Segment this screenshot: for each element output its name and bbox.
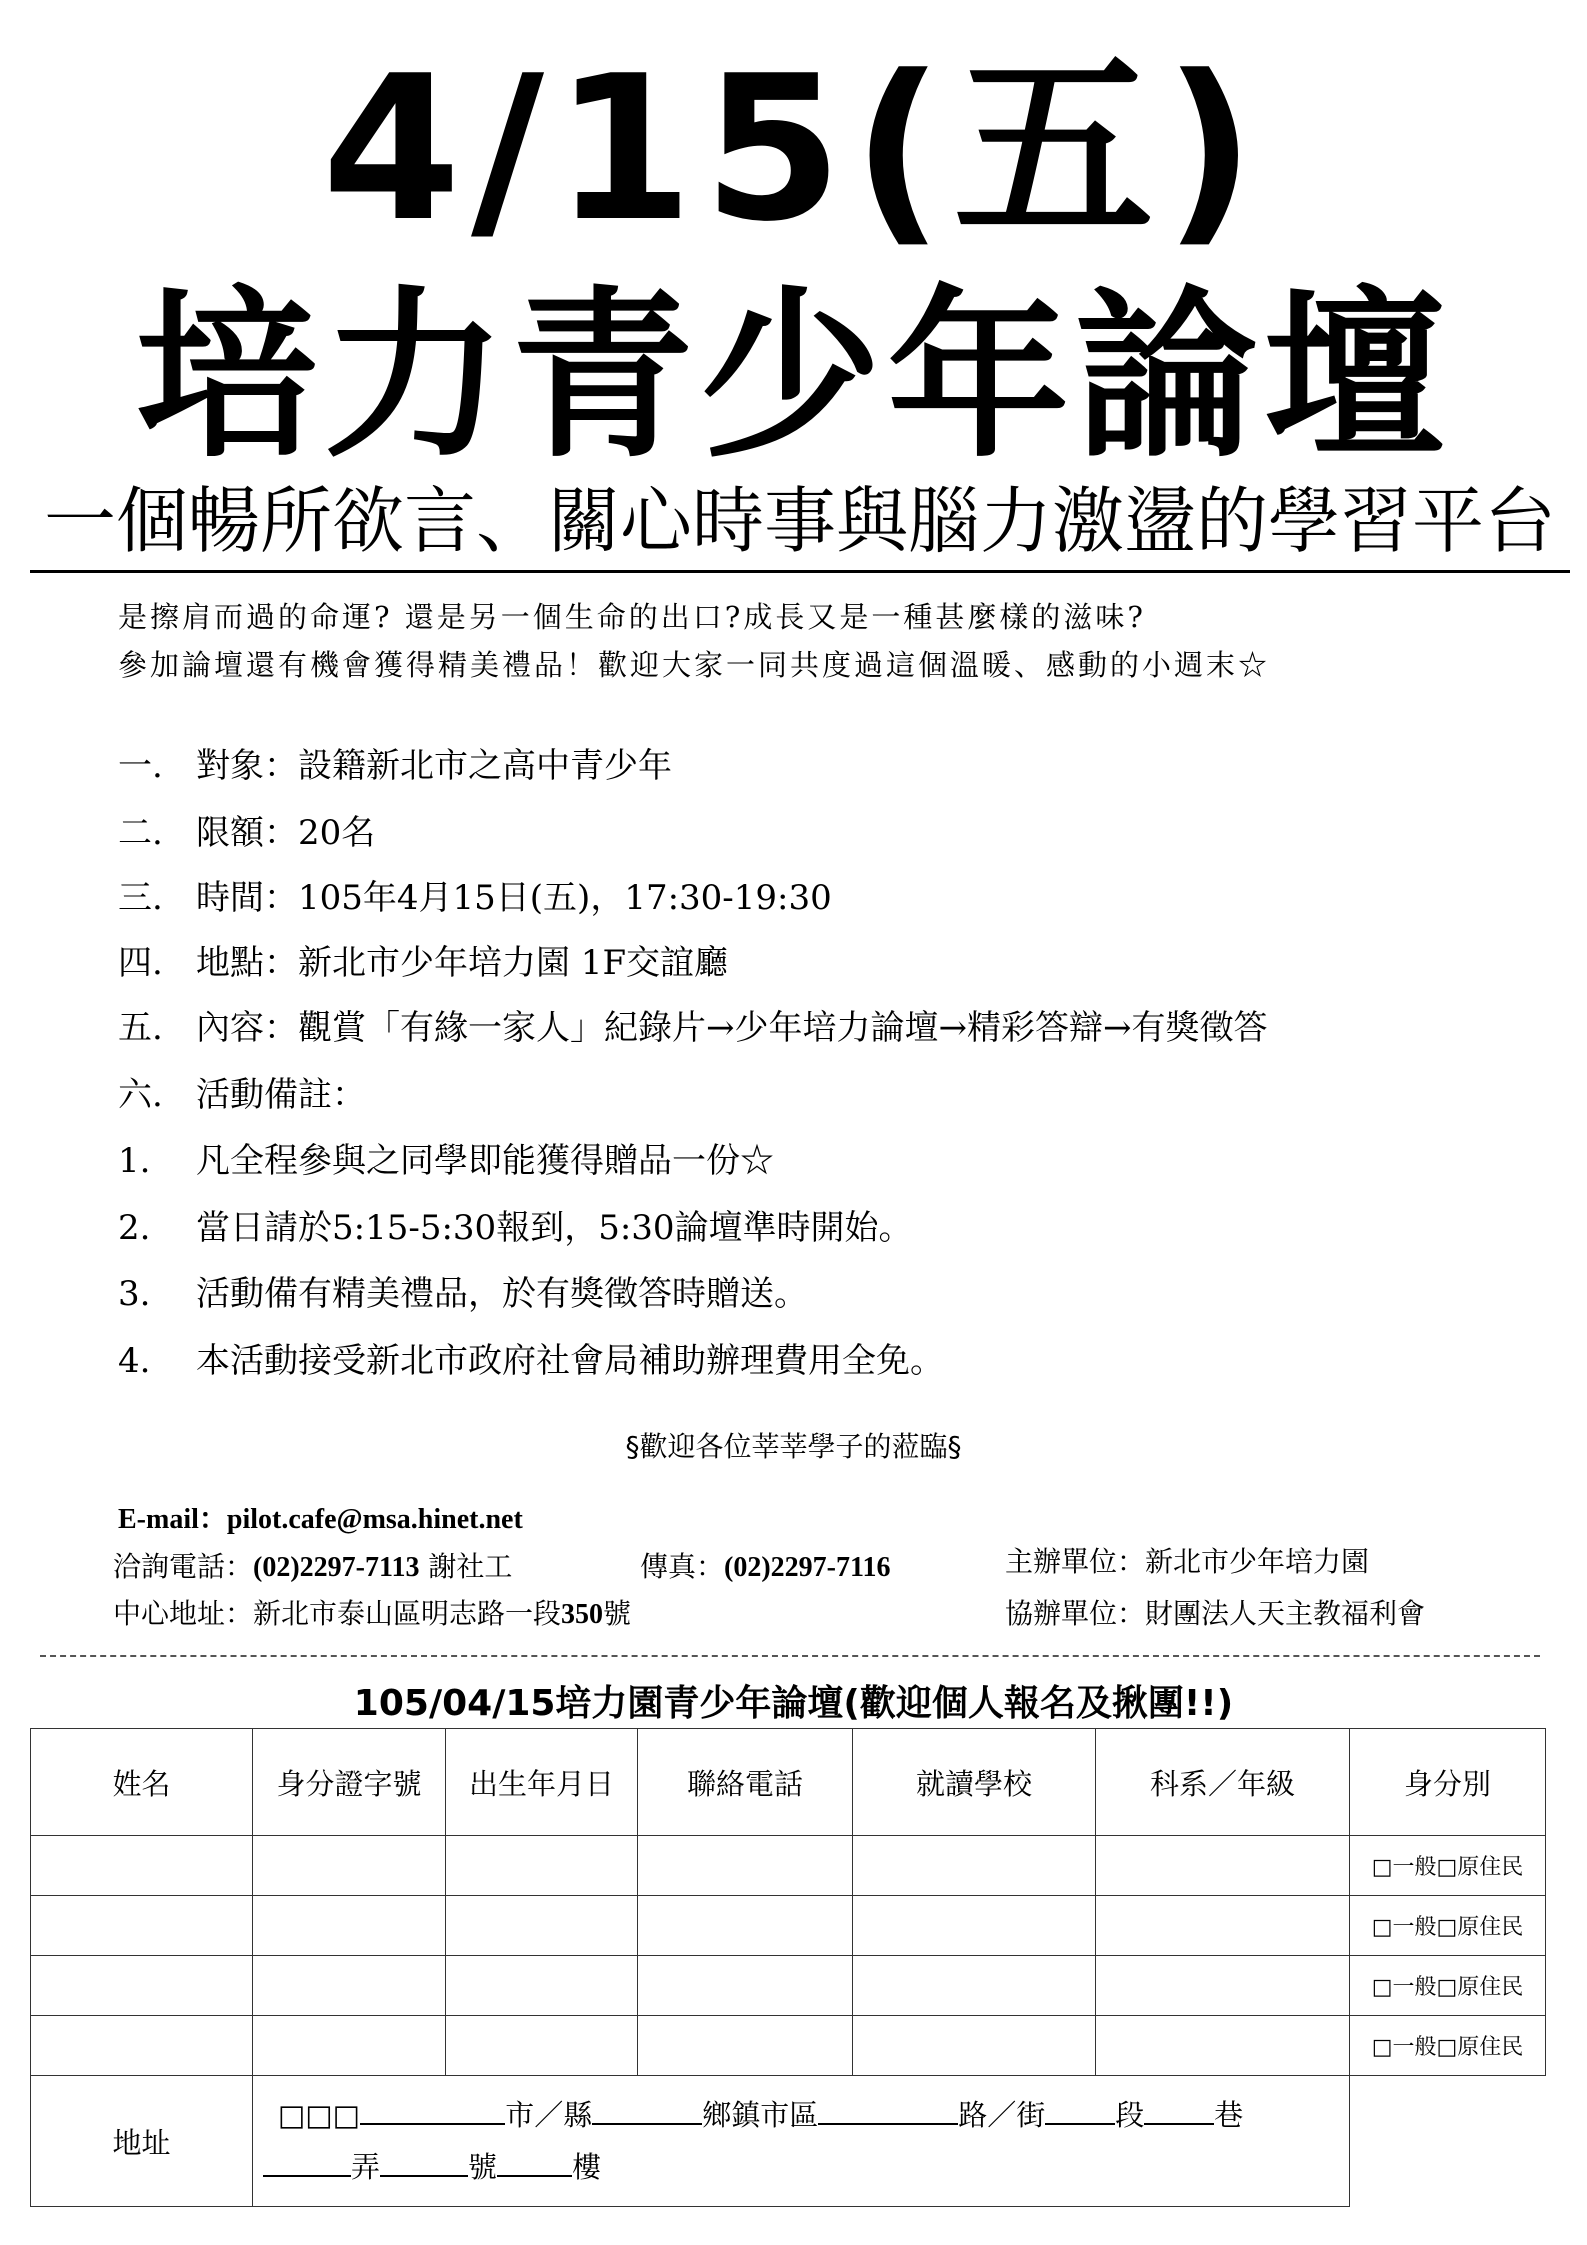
id-cell[interactable] — [253, 1836, 446, 1896]
district-blank[interactable] — [592, 2095, 702, 2125]
address-label-cell: 地址 — [31, 2076, 253, 2207]
address-suffix: 號 — [603, 1597, 632, 1630]
table-row — [31, 2016, 1546, 2076]
list-item-number: 二. — [118, 813, 163, 853]
table-row — [31, 1896, 1546, 1956]
list-item — [118, 1133, 774, 1182]
phone-cell[interactable] — [638, 2016, 853, 2076]
list-item — [118, 1333, 944, 1382]
co-organizer: 協辦單位：財團法人天主教福利會 — [1005, 1597, 1426, 1630]
number-blank[interactable] — [380, 2147, 468, 2177]
list-item — [118, 870, 832, 919]
section-blank[interactable] — [1045, 2095, 1115, 2125]
list-item — [118, 805, 375, 854]
identity-checkbox[interactable]: □一般□原住民 — [1350, 2016, 1546, 2076]
list-item-number: 4. — [118, 1341, 151, 1381]
list-item-text: 對象：設籍新北市之高中青少年 — [196, 746, 672, 786]
list-item-text: 活動備有精美禮品，於有獎徵答時贈送。 — [196, 1274, 808, 1314]
phone-person: 謝社工 — [428, 1550, 513, 1583]
name-cell[interactable] — [31, 1896, 253, 1956]
fax-number: (02)2297-7116 — [724, 1552, 891, 1583]
list-item-text: 本活動接受新北市政府社會局補助辦理費用全免。 — [196, 1341, 944, 1381]
subtitle-underline — [30, 570, 1570, 573]
contact-fax — [640, 1545, 890, 1585]
list-item-text: 時間：105年4月15日(五)，17:30-19:30 — [196, 878, 832, 918]
list-item-text: 地點：新北市少年培力園 1F交誼廳 — [196, 943, 729, 983]
id-cell[interactable] — [253, 1896, 446, 1956]
phone-cell[interactable] — [638, 1896, 853, 1956]
school-cell[interactable] — [853, 2016, 1096, 2076]
lane-label: 巷 — [1214, 2098, 1244, 2132]
list-item-text: 活動備註： — [196, 1075, 366, 1115]
form-title: 105/04/15培力園青少年論壇(歡迎個人報名及揪團!!) — [353, 1683, 1234, 1724]
name-cell[interactable] — [31, 1836, 253, 1896]
identity-checkbox[interactable]: □一般□原住民 — [1350, 1896, 1546, 1956]
list-item-number: 一. — [118, 746, 163, 786]
table-header-row — [31, 1729, 1546, 1836]
number-label: 號 — [468, 2150, 498, 2184]
header-department-grade: 科系／年級 — [1096, 1729, 1350, 1836]
alley-blank[interactable] — [263, 2147, 351, 2177]
school-cell[interactable] — [853, 1836, 1096, 1896]
list-item — [118, 1067, 366, 1116]
list-item — [118, 1266, 808, 1315]
section-label: 段 — [1115, 2098, 1145, 2132]
department-cell[interactable] — [1096, 1836, 1350, 1896]
city-label: 市／縣 — [505, 2098, 593, 2132]
intro-line-1: 是擦肩而過的命運? 還是另一個生命的出口?成長又是一種甚麼樣的滋味? — [118, 600, 1146, 634]
birthdate-cell[interactable] — [446, 2016, 638, 2076]
list-item — [118, 1000, 1267, 1049]
birthdate-cell[interactable] — [446, 1836, 638, 1896]
id-cell[interactable] — [253, 1956, 446, 2016]
list-item-number: 1. — [118, 1141, 151, 1181]
header-birthdate: 出生年月日 — [446, 1729, 638, 1836]
header-name: 姓名 — [31, 1729, 253, 1836]
list-item-number: 2. — [118, 1208, 151, 1248]
name-cell[interactable] — [31, 1956, 253, 2016]
identity-checkbox[interactable]: □一般□原住民 — [1350, 1956, 1546, 2016]
alley-label: 弄 — [351, 2150, 381, 2184]
registration-table — [30, 1728, 1546, 2207]
address-field[interactable] — [253, 2076, 1350, 2207]
fax-label: 傳真： — [640, 1550, 725, 1583]
phone-cell[interactable] — [638, 1956, 853, 2016]
list-item — [118, 738, 672, 787]
department-cell[interactable] — [1096, 1956, 1350, 2016]
title-date: 4/15(五) — [321, 33, 1266, 266]
school-cell[interactable] — [853, 1956, 1096, 2016]
district-label: 鄉鎮市區 — [702, 2098, 819, 2132]
postal-code-boxes[interactable]: □□□ — [278, 2098, 361, 2132]
id-cell[interactable] — [253, 2016, 446, 2076]
header-school: 就讀學校 — [853, 1729, 1096, 1836]
empty-cell — [1350, 2076, 1546, 2207]
list-item-text: 凡全程參與之同學即能獲得贈品一份☆ — [196, 1141, 774, 1181]
list-item-number: 六. — [118, 1075, 163, 1115]
school-cell[interactable] — [853, 1896, 1096, 1956]
email-text: E-mail：pilot.cafe@msa.hinet.net — [118, 1504, 523, 1535]
table-row — [31, 1836, 1546, 1896]
birthdate-cell[interactable] — [446, 1956, 638, 2016]
contact-phone — [113, 1545, 512, 1585]
lane-blank[interactable] — [1144, 2095, 1214, 2125]
list-item-number: 三. — [118, 878, 163, 918]
table-row — [31, 1956, 1546, 2016]
road-blank[interactable] — [818, 2095, 958, 2125]
address-number: 350 — [561, 1599, 604, 1630]
address-label: 中心地址：新北市泰山區明志路一段 — [113, 1597, 562, 1630]
list-item-text: 內容：觀賞「有緣一家人」紀錄片→少年培力論壇→精彩答辯→有獎徵答 — [196, 1008, 1268, 1048]
name-cell[interactable] — [31, 2016, 253, 2076]
list-item — [118, 935, 728, 984]
birthdate-cell[interactable] — [446, 1896, 638, 1956]
organizer: 主辦單位：新北市少年培力園 — [1005, 1545, 1370, 1578]
list-item-number: 五. — [118, 1008, 163, 1048]
list-item-text: 限額：20名 — [196, 813, 376, 853]
department-cell[interactable] — [1096, 2016, 1350, 2076]
subtitle: 一個暢所欲言、關心時事與腦力激盪的學習平台 — [43, 479, 1556, 563]
department-cell[interactable] — [1096, 1896, 1350, 1956]
phone-label: 洽詢電話： — [113, 1550, 254, 1583]
cut-line — [40, 1655, 1540, 1657]
city-blank[interactable] — [360, 2095, 505, 2125]
header-phone: 聯絡電話 — [638, 1729, 853, 1836]
phone-number: (02)2297-7113 — [253, 1552, 420, 1583]
floor-blank[interactable] — [497, 2147, 572, 2177]
list-item-text: 當日請於5:15-5:30報到，5:30論壇準時開始。 — [196, 1208, 913, 1248]
header-identity: 身分別 — [1350, 1729, 1546, 1836]
list-item-number: 四. — [118, 943, 163, 983]
list-item — [118, 1200, 913, 1249]
floor-label: 樓 — [572, 2150, 602, 2184]
header-id-number: 身分證字號 — [253, 1729, 446, 1836]
welcome-text: §歡迎各位莘莘學子的蒞臨§ — [625, 1430, 962, 1463]
identity-checkbox[interactable]: □一般□原住民 — [1350, 1836, 1546, 1896]
contact-email — [118, 1497, 523, 1537]
title-event: 培力青少年論壇 — [135, 270, 1452, 482]
intro-line-2: 參加論壇還有機會獲得精美禮品！歡迎大家一同共度過這個溫暖、感動的小週末☆ — [118, 648, 1271, 682]
phone-cell[interactable] — [638, 1836, 853, 1896]
road-label: 路／街 — [958, 2098, 1046, 2132]
address-row — [31, 2076, 1546, 2207]
list-item-number: 3. — [118, 1274, 151, 1314]
center-address — [113, 1592, 631, 1632]
